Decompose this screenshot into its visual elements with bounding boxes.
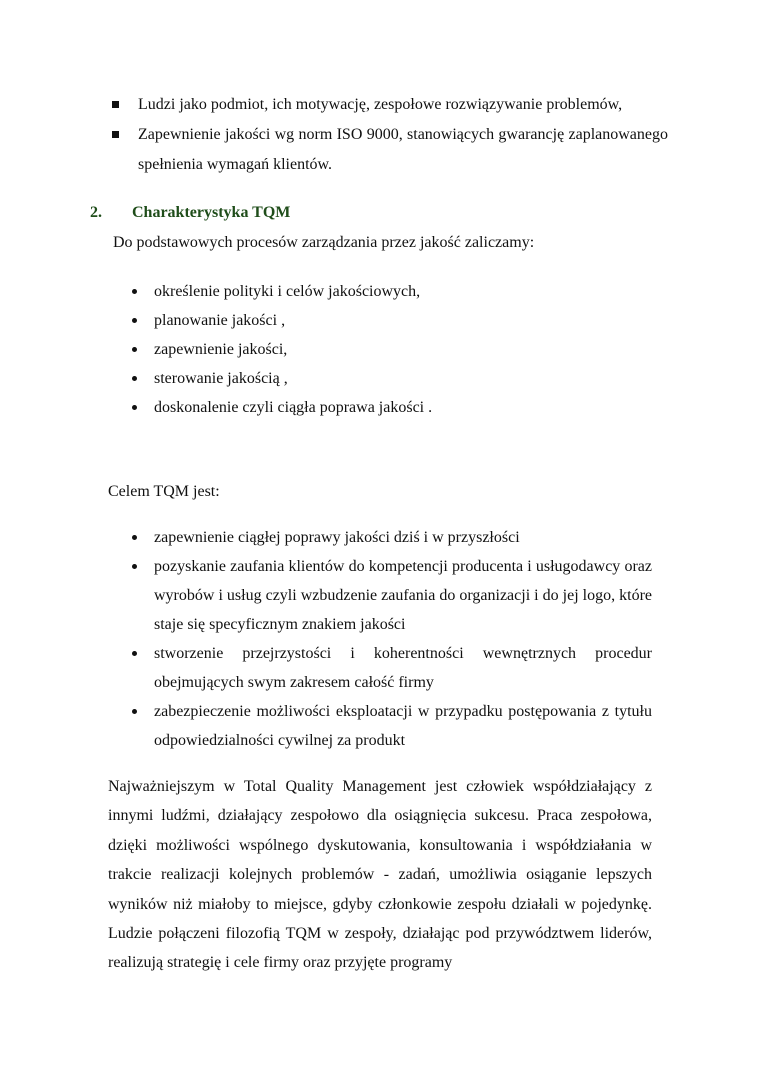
- list-item-text: planowanie jakości ,: [154, 312, 286, 329]
- top-bullet-list: [112, 90, 668, 180]
- round-bullet-icon: [132, 376, 137, 381]
- list-item-text: stworzenie przejrzystości i koherentności wewnętrznych procedur obejmujących swym zakresem całość firmy: [154, 645, 652, 691]
- list-item: [132, 697, 652, 755]
- list-item-text: Ludzi jako podmiot, ich motywację, zespołowe rozwiązywanie problemów,: [138, 96, 623, 113]
- round-bullet-icon: [132, 564, 137, 569]
- list-item-text: zapewnienie jakości,: [154, 341, 288, 358]
- list-item: [132, 335, 652, 364]
- section-heading: [90, 204, 290, 222]
- section-number: 2.: [90, 204, 102, 221]
- round-bullet-icon: [132, 405, 137, 410]
- round-bullet-icon: [132, 709, 137, 714]
- round-bullet-icon: [132, 289, 137, 294]
- list-item-text: sterowanie jakością ,: [154, 370, 288, 387]
- list-item: [112, 90, 668, 120]
- section-title: Charakterystyka TQM: [132, 204, 291, 221]
- list-item: [132, 364, 652, 393]
- round-bullet-icon: [132, 651, 137, 656]
- list-item: [132, 639, 652, 697]
- list-item-text: zabezpieczenie możliwości eksploatacji w przypadku postępowania z tytułu odpowiedzialności cywilnej za produkt: [154, 703, 652, 749]
- list-item-text: pozyskanie zaufania klientów do kompetencji producenta i usługodawcy oraz wyrobów i usług czyli wzbudzenie zaufania do organizacji i do jej logo, które staje się specyficznym znakiem jakości: [154, 558, 652, 633]
- list-item-text: określenie polityki i celów jakościowych,: [154, 283, 421, 300]
- round-bullet-icon: [132, 347, 137, 352]
- goals-list: [132, 523, 652, 755]
- list-item: [132, 277, 652, 306]
- processes-list: [132, 277, 652, 422]
- list-item-text: Zapewnienie jakości wg norm ISO 9000, stanowiących gwarancję zaplanowanego spełnienia wymagań klientów.: [138, 126, 668, 173]
- body-paragraph: Najważniejszym w Total Quality Management jest człowiek współdziałający z innymi ludźmi, działający zespołowo dla osiągnięcia sukcesu. Praca zespołowa, dzięki możliwości wspólnego dyskutowania, konsultowania i współdziałania w trakcie realizacji kolejnych problemów - zadań, umożliwia osiąganie lepszych wyników niż miałoby to miejsce, gdyby członkowie zespołu działali w pojedynkę. Ludzie połączeni filozofią TQM w zespoły, działając pod przywództwem liderów, realizują strategię i cele firmy oraz przyjęte programy: [108, 778, 652, 972]
- list-item: [132, 552, 652, 639]
- list-item: [132, 523, 652, 552]
- square-bullet-icon: [112, 101, 119, 108]
- goal-label: Celem TQM jest:: [108, 483, 220, 500]
- list-item-text: doskonalenie czyli ciągła poprawa jakości .: [154, 399, 433, 416]
- round-bullet-icon: [132, 318, 137, 323]
- list-item: [112, 120, 668, 180]
- list-item: [132, 393, 652, 422]
- round-bullet-icon: [132, 535, 137, 540]
- list-item-text: zapewnienie ciągłej poprawy jakości dziś i w przyszłości: [154, 529, 520, 546]
- square-bullet-icon: [112, 131, 119, 138]
- section-intro: Do podstawowych procesów zarządzania przez jakość zaliczamy:: [113, 234, 535, 251]
- list-item: [132, 306, 652, 335]
